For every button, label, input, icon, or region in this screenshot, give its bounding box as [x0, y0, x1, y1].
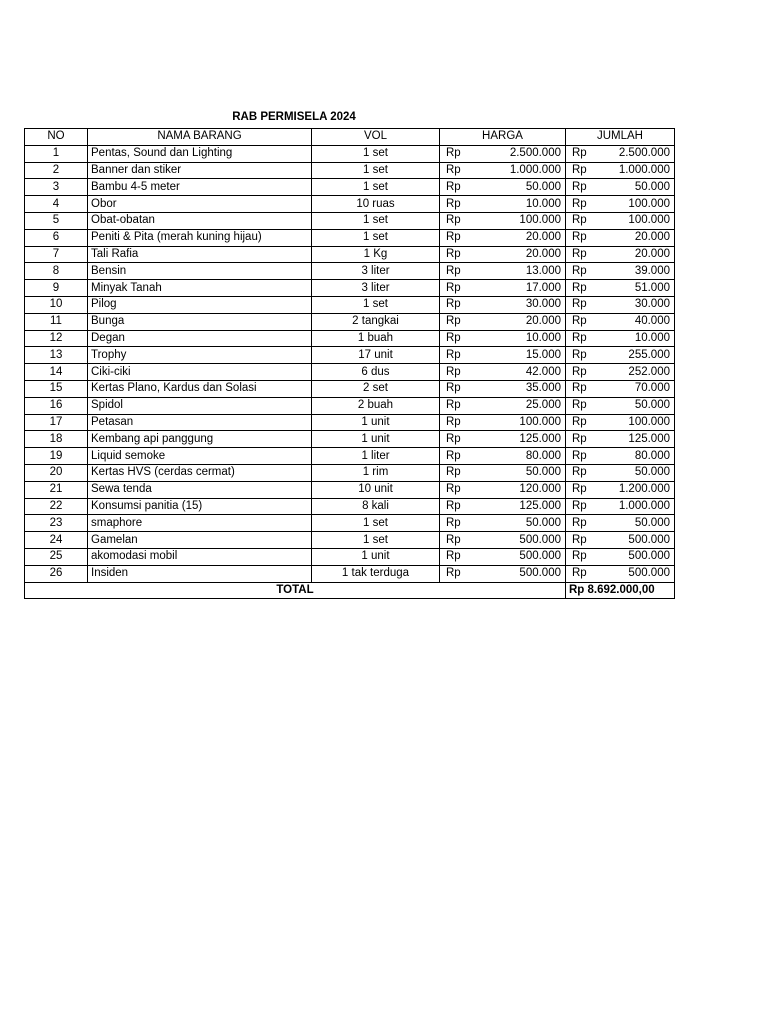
cell-jumlah-currency: Rp	[566, 464, 600, 481]
cell-vol: 10 ruas	[312, 196, 440, 213]
cell-jumlah-currency: Rp	[566, 212, 600, 229]
cell-harga-currency: Rp	[440, 431, 474, 448]
cell-harga-currency: Rp	[440, 330, 474, 347]
cell-no: 15	[25, 380, 88, 397]
cell-vol: 1 set	[312, 296, 440, 313]
table-row	[25, 162, 675, 179]
cell-jumlah: 500.000	[600, 532, 675, 549]
table-row	[25, 179, 675, 196]
cell-nama-barang: Ciki-ciki	[88, 364, 312, 381]
cell-jumlah: 100.000	[600, 212, 675, 229]
table-row	[25, 280, 675, 297]
cell-jumlah: 252.000	[600, 364, 675, 381]
cell-jumlah-currency: Rp	[566, 414, 600, 431]
cell-vol: 2 set	[312, 380, 440, 397]
cell-harga: 42.000	[474, 364, 566, 381]
cell-nama-barang: Spidol	[88, 397, 312, 414]
cell-vol: 8 kali	[312, 498, 440, 515]
cell-jumlah-currency: Rp	[566, 431, 600, 448]
cell-no: 14	[25, 364, 88, 381]
cell-harga: 25.000	[474, 397, 566, 414]
cell-no: 13	[25, 347, 88, 364]
cell-harga: 13.000	[474, 263, 566, 280]
table-row	[25, 212, 675, 229]
cell-no: 19	[25, 448, 88, 465]
cell-no: 23	[25, 515, 88, 532]
cell-harga: 30.000	[474, 296, 566, 313]
cell-harga: 50.000	[474, 464, 566, 481]
cell-no: 10	[25, 296, 88, 313]
cell-nama-barang: Bunga	[88, 313, 312, 330]
cell-no: 16	[25, 397, 88, 414]
cell-no: 6	[25, 229, 88, 246]
cell-harga-currency: Rp	[440, 565, 474, 582]
cell-harga-currency: Rp	[440, 532, 474, 549]
cell-vol: 10 unit	[312, 481, 440, 498]
cell-harga-currency: Rp	[440, 364, 474, 381]
cell-harga: 80.000	[474, 448, 566, 465]
cell-vol: 2 buah	[312, 397, 440, 414]
total-value: Rp 8.692.000,00	[566, 582, 675, 599]
cell-nama-barang: Pentas, Sound dan Lighting	[88, 145, 312, 162]
cell-nama-barang: Kertas HVS (cerdas cermat)	[88, 464, 312, 481]
total-label: TOTAL	[25, 582, 566, 599]
cell-jumlah-currency: Rp	[566, 162, 600, 179]
cell-harga: 100.000	[474, 212, 566, 229]
cell-jumlah: 1.000.000	[600, 162, 675, 179]
cell-no: 21	[25, 481, 88, 498]
cell-harga-currency: Rp	[440, 548, 474, 565]
cell-nama-barang: Banner dan stiker	[88, 162, 312, 179]
cell-jumlah-currency: Rp	[566, 515, 600, 532]
cell-jumlah-currency: Rp	[566, 498, 600, 515]
cell-jumlah-currency: Rp	[566, 280, 600, 297]
cell-nama-barang: Petasan	[88, 414, 312, 431]
cell-nama-barang: akomodasi mobil	[88, 548, 312, 565]
cell-harga-currency: Rp	[440, 212, 474, 229]
cell-vol: 1 set	[312, 179, 440, 196]
cell-no: 18	[25, 431, 88, 448]
cell-no: 26	[25, 565, 88, 582]
cell-vol: 1 unit	[312, 548, 440, 565]
table-row	[25, 481, 675, 498]
cell-harga: 15.000	[474, 347, 566, 364]
table-row	[25, 145, 675, 162]
budget-table	[24, 128, 675, 599]
cell-nama-barang: Obat-obatan	[88, 212, 312, 229]
cell-harga-currency: Rp	[440, 179, 474, 196]
cell-nama-barang: Minyak Tanah	[88, 280, 312, 297]
cell-no: 2	[25, 162, 88, 179]
cell-vol: 17 unit	[312, 347, 440, 364]
cell-harga-currency: Rp	[440, 380, 474, 397]
cell-jumlah-currency: Rp	[566, 196, 600, 213]
header-jumlah: JUMLAH	[566, 129, 675, 146]
cell-no: 3	[25, 179, 88, 196]
table-row	[25, 532, 675, 549]
cell-harga-currency: Rp	[440, 481, 474, 498]
cell-harga: 2.500.000	[474, 145, 566, 162]
cell-nama-barang: Tali Rafia	[88, 246, 312, 263]
cell-nama-barang: smaphore	[88, 515, 312, 532]
cell-no: 5	[25, 212, 88, 229]
cell-harga: 125.000	[474, 431, 566, 448]
cell-jumlah-currency: Rp	[566, 246, 600, 263]
cell-jumlah: 50.000	[600, 515, 675, 532]
cell-harga: 20.000	[474, 229, 566, 246]
cell-jumlah: 30.000	[600, 296, 675, 313]
cell-no: 9	[25, 280, 88, 297]
cell-harga-currency: Rp	[440, 313, 474, 330]
cell-no: 8	[25, 263, 88, 280]
cell-nama-barang: Bambu 4-5 meter	[88, 179, 312, 196]
cell-nama-barang: Peniti & Pita (merah kuning hijau)	[88, 229, 312, 246]
cell-jumlah-currency: Rp	[566, 380, 600, 397]
cell-vol: 1 set	[312, 532, 440, 549]
cell-no: 17	[25, 414, 88, 431]
cell-vol: 1 set	[312, 229, 440, 246]
cell-jumlah: 100.000	[600, 414, 675, 431]
cell-nama-barang: Gamelan	[88, 532, 312, 549]
cell-harga-currency: Rp	[440, 347, 474, 364]
cell-harga: 20.000	[474, 246, 566, 263]
cell-harga: 500.000	[474, 548, 566, 565]
cell-harga-currency: Rp	[440, 263, 474, 280]
cell-harga: 50.000	[474, 515, 566, 532]
cell-jumlah-currency: Rp	[566, 145, 600, 162]
cell-no: 25	[25, 548, 88, 565]
cell-nama-barang: Obor	[88, 196, 312, 213]
cell-harga: 100.000	[474, 414, 566, 431]
table-row	[25, 448, 675, 465]
cell-harga: 500.000	[474, 532, 566, 549]
cell-nama-barang: Kertas Plano, Kardus dan Solasi	[88, 380, 312, 397]
table-row	[25, 330, 675, 347]
cell-nama-barang: Insiden	[88, 565, 312, 582]
cell-jumlah-currency: Rp	[566, 548, 600, 565]
header-vol: VOL	[312, 129, 440, 146]
cell-jumlah-currency: Rp	[566, 179, 600, 196]
table-row	[25, 296, 675, 313]
cell-vol: 1 tak terduga	[312, 565, 440, 582]
cell-harga-currency: Rp	[440, 246, 474, 263]
cell-no: 22	[25, 498, 88, 515]
header-no: NO	[25, 129, 88, 146]
cell-vol: 3 liter	[312, 263, 440, 280]
cell-harga-currency: Rp	[440, 414, 474, 431]
cell-no: 11	[25, 313, 88, 330]
cell-vol: 3 liter	[312, 280, 440, 297]
cell-jumlah: 2.500.000	[600, 145, 675, 162]
cell-jumlah: 40.000	[600, 313, 675, 330]
cell-jumlah: 39.000	[600, 263, 675, 280]
cell-jumlah: 20.000	[600, 246, 675, 263]
cell-vol: 1 Kg	[312, 246, 440, 263]
cell-harga: 1.000.000	[474, 162, 566, 179]
cell-jumlah: 50.000	[600, 179, 675, 196]
cell-jumlah: 80.000	[600, 448, 675, 465]
document-title: RAB PERMISELA 2024	[232, 111, 356, 123]
cell-no: 12	[25, 330, 88, 347]
table-row	[25, 565, 675, 582]
cell-no: 24	[25, 532, 88, 549]
cell-jumlah: 10.000	[600, 330, 675, 347]
cell-jumlah-currency: Rp	[566, 532, 600, 549]
table-row	[25, 498, 675, 515]
cell-harga-currency: Rp	[440, 196, 474, 213]
table-row	[25, 364, 675, 381]
cell-harga: 50.000	[474, 179, 566, 196]
cell-vol: 2 tangkai	[312, 313, 440, 330]
table-row	[25, 196, 675, 213]
cell-no: 4	[25, 196, 88, 213]
cell-nama-barang: Konsumsi panitia (15)	[88, 498, 312, 515]
cell-harga: 17.000	[474, 280, 566, 297]
cell-jumlah: 50.000	[600, 464, 675, 481]
cell-jumlah: 20.000	[600, 229, 675, 246]
cell-harga: 20.000	[474, 313, 566, 330]
cell-harga-currency: Rp	[440, 296, 474, 313]
cell-jumlah: 100.000	[600, 196, 675, 213]
cell-no: 7	[25, 246, 88, 263]
cell-harga: 10.000	[474, 196, 566, 213]
cell-jumlah-currency: Rp	[566, 330, 600, 347]
cell-no: 20	[25, 464, 88, 481]
cell-harga-currency: Rp	[440, 498, 474, 515]
cell-jumlah: 50.000	[600, 397, 675, 414]
table-row	[25, 397, 675, 414]
cell-jumlah: 125.000	[600, 431, 675, 448]
table-row	[25, 464, 675, 481]
cell-nama-barang: Sewa tenda	[88, 481, 312, 498]
cell-jumlah-currency: Rp	[566, 397, 600, 414]
cell-nama-barang: Kembang api panggung	[88, 431, 312, 448]
cell-jumlah-currency: Rp	[566, 364, 600, 381]
cell-vol: 1 unit	[312, 414, 440, 431]
table-row	[25, 380, 675, 397]
cell-jumlah-currency: Rp	[566, 296, 600, 313]
cell-jumlah: 70.000	[600, 380, 675, 397]
cell-jumlah-currency: Rp	[566, 565, 600, 582]
table-row	[25, 548, 675, 565]
header-harga: HARGA	[440, 129, 566, 146]
table-row	[25, 347, 675, 364]
total-row	[25, 582, 675, 599]
cell-nama-barang: Bensin	[88, 263, 312, 280]
cell-jumlah: 1.200.000	[600, 481, 675, 498]
cell-jumlah-currency: Rp	[566, 448, 600, 465]
header-row	[25, 129, 675, 146]
cell-harga-currency: Rp	[440, 464, 474, 481]
header-nama-barang: NAMA BARANG	[88, 129, 312, 146]
cell-harga: 120.000	[474, 481, 566, 498]
cell-nama-barang: Liquid semoke	[88, 448, 312, 465]
cell-harga-currency: Rp	[440, 280, 474, 297]
table-row	[25, 414, 675, 431]
cell-harga-currency: Rp	[440, 145, 474, 162]
cell-nama-barang: Trophy	[88, 347, 312, 364]
table-row	[25, 313, 675, 330]
table-row	[25, 229, 675, 246]
cell-vol: 1 buah	[312, 330, 440, 347]
cell-no: 1	[25, 145, 88, 162]
cell-jumlah: 255.000	[600, 347, 675, 364]
cell-harga-currency: Rp	[440, 448, 474, 465]
cell-nama-barang: Pilog	[88, 296, 312, 313]
cell-vol: 1 set	[312, 212, 440, 229]
cell-nama-barang: Degan	[88, 330, 312, 347]
table-row	[25, 246, 675, 263]
cell-vol: 1 set	[312, 145, 440, 162]
cell-jumlah-currency: Rp	[566, 263, 600, 280]
cell-vol: 1 unit	[312, 431, 440, 448]
cell-vol: 1 liter	[312, 448, 440, 465]
cell-jumlah: 1.000.000	[600, 498, 675, 515]
cell-jumlah: 51.000	[600, 280, 675, 297]
cell-vol: 6 dus	[312, 364, 440, 381]
table-row	[25, 263, 675, 280]
cell-harga: 125.000	[474, 498, 566, 515]
cell-harga-currency: Rp	[440, 397, 474, 414]
cell-jumlah-currency: Rp	[566, 347, 600, 364]
cell-jumlah-currency: Rp	[566, 481, 600, 498]
cell-vol: 1 set	[312, 162, 440, 179]
table-row	[25, 431, 675, 448]
cell-jumlah: 500.000	[600, 548, 675, 565]
cell-jumlah-currency: Rp	[566, 229, 600, 246]
cell-harga-currency: Rp	[440, 229, 474, 246]
table-row	[25, 515, 675, 532]
cell-harga-currency: Rp	[440, 162, 474, 179]
cell-jumlah: 500.000	[600, 565, 675, 582]
cell-harga: 500.000	[474, 565, 566, 582]
cell-vol: 1 set	[312, 515, 440, 532]
cell-jumlah-currency: Rp	[566, 313, 600, 330]
cell-harga: 10.000	[474, 330, 566, 347]
cell-vol: 1 rim	[312, 464, 440, 481]
cell-harga: 35.000	[474, 380, 566, 397]
cell-harga-currency: Rp	[440, 515, 474, 532]
